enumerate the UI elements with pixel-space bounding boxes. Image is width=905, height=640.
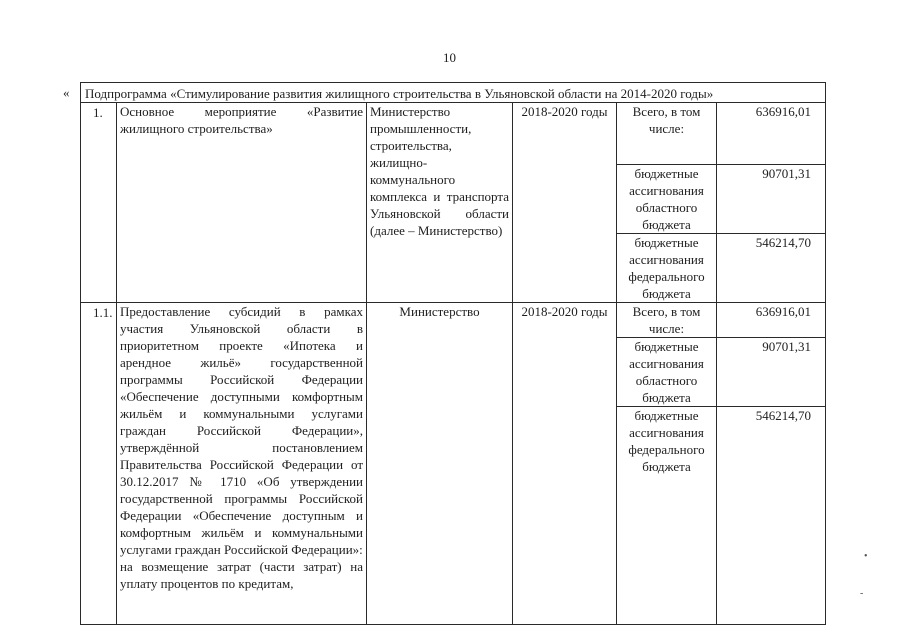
table-row	[81, 103, 826, 165]
executor-cell: Министерство промышленности, строительства, жилищно-коммунального комплекса и транспорта Ульяновской области (далее – Министерство)	[367, 103, 513, 303]
executor-cell: Министерство	[367, 303, 513, 625]
funding-value: 546214,70	[717, 407, 826, 625]
funding-value: 546214,70	[717, 234, 826, 303]
funding-value: 636916,01	[717, 103, 826, 165]
row-number: 1.	[81, 103, 117, 303]
period-cell: 2018-2020 годы	[513, 303, 617, 625]
event-cell: Основное мероприятие «Развитие жилищного строительства»	[117, 103, 367, 303]
page-number: 10	[443, 50, 456, 65]
funding-label: бюджетные ассигнования областного бюджета	[617, 338, 717, 407]
event-text: Предоставление субсидий в рамках участия Ульяновской области в приоритетном проекте «Ипотека и арендное жильё» государственной программы Российской Федерации «Обеспечение доступными комфортным жильём и коммунальными услугами граждан Российской Федерации», утверждённой постановлением Правительства Российской Федерации от 30.12.2017 № 1710 «Об утверждении государственной программы Российской Федерации «Обеспечение доступным и комфортным жильём и коммунальными услугами граждан Российской Федерации»:	[120, 304, 363, 557]
scan-dash-mark: -	[860, 588, 864, 599]
table-row	[81, 303, 826, 338]
funding-label: Всего, в том числе:	[617, 303, 717, 338]
funding-label: Всего, в том числе:	[617, 103, 717, 165]
funding-label: бюджетные ассигнования федерального бюджета	[617, 407, 717, 625]
subprogram-title-row	[81, 83, 826, 103]
scan-dot-mark: •	[864, 551, 868, 562]
row-number: 1.1.	[81, 303, 117, 625]
program-table	[80, 82, 826, 625]
subprogram-title: Подпрограмма «Стимулирование развития жилищного строительства в Ульяновской области на 2014-2020 годы»	[81, 83, 826, 103]
period-cell: 2018-2020 годы	[513, 103, 617, 303]
event-cell	[117, 303, 367, 625]
funding-value: 636916,01	[717, 303, 826, 338]
funding-value: 90701,31	[717, 338, 826, 407]
funding-value: 90701,31	[717, 165, 826, 234]
funding-label: бюджетные ассигнования областного бюджета	[617, 165, 717, 234]
event-extra-text: на возмещение затрат (части затрат) на уплату процентов по кредитам,	[120, 559, 363, 591]
opening-quote-mark: «	[63, 85, 70, 100]
funding-label: бюджетные ассигнования федерального бюджета	[617, 234, 717, 303]
